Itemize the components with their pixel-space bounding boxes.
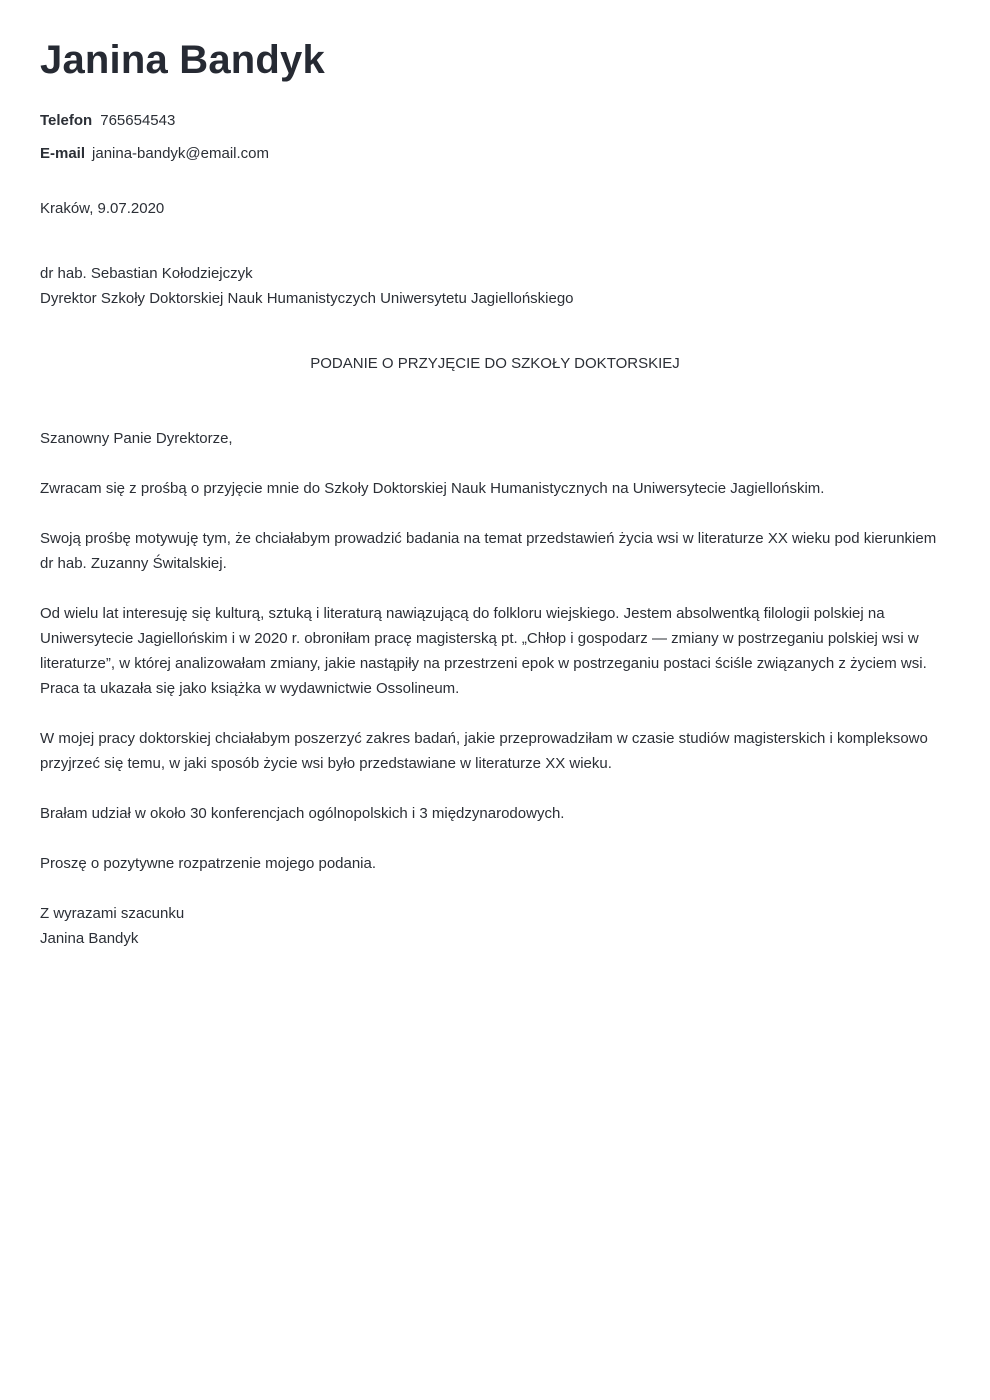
email-value: janina-bandyk@email.com bbox=[92, 145, 269, 162]
letter-subject: PODANIE O PRZYJĘCIE DO SZKOŁY DOKTORSKIEJ bbox=[310, 355, 680, 372]
phone-value: 765654543 bbox=[100, 112, 176, 129]
body-paragraph: Proszę o pozytywne rozpatrzenie mojego podania. bbox=[40, 855, 377, 872]
body-paragraph: Zwracam się z prośbą o przyjęcie mnie do Szkoły Doktorskiej Nauk Humanistycznych na Uniwersytecie Jagiellońskim. bbox=[40, 480, 825, 497]
body-paragraph: Od wielu lat interesuję się kulturą, sztuką i literaturą nawiązującą do folkloru wiejskiego. Jestem absolwentką filologii polskiej na Uniwersytecie Jagiellońskim i w 2020 r. obroniłam pracę magisterską pt. „Chłop i gospodarz — zmiany w postrzeganiu polskiej wsi w literaturze”, w której analizowałam zmiany, jakie nastąpiły na przestrzeni epok w postrzeganiu postaci ściśle związanych z życiem wsi. Praca ta ukazała się jako książka w wydawnictwie Ossolineum. bbox=[40, 605, 927, 697]
body-paragraph: Brałam udział w około 30 konferencjach ogólnopolskich i 3 międzynarodowych. bbox=[40, 805, 565, 822]
greeting: Szanowny Panie Dyrektorze, bbox=[40, 430, 233, 447]
recipient-block bbox=[40, 261, 950, 311]
phone-row bbox=[40, 111, 175, 131]
body-paragraph: W mojej pracy doktorskiej chciałabym poszerzyć zakres badań, jakie przeprowadziłam w czasie studiów magisterskich i kompleksowo przyjrzeć się temu, w jaki sposób życie wsi było przedstawiane w literaturze XX wieku. bbox=[40, 730, 928, 772]
phone-label: Telefon bbox=[40, 112, 93, 129]
signature-block bbox=[40, 901, 950, 951]
letter-body bbox=[40, 426, 950, 901]
recipient-name: dr hab. Sebastian Kołodziejczyk bbox=[40, 265, 253, 282]
closing-phrase: Z wyrazami szacunku bbox=[40, 905, 185, 922]
email-label: E-mail bbox=[40, 145, 86, 162]
recipient-position: Dyrektor Szkoły Doktorskiej Nauk Humanistyczych Uniwersytetu Jagiellońskiego bbox=[40, 290, 574, 307]
place-date: Kraków, 9.07.2020 bbox=[40, 200, 165, 217]
email-row bbox=[40, 144, 269, 164]
body-paragraph: Swoją prośbę motywuję tym, że chciałabym prowadzić badania na temat przedstawień życia wsi w literaturze XX wieku pod kierunkiem dr hab. Zuzanny Świtalskiej. bbox=[40, 530, 937, 572]
applicant-name: Janina Bandyk bbox=[40, 38, 325, 82]
signature-name: Janina Bandyk bbox=[40, 930, 139, 947]
